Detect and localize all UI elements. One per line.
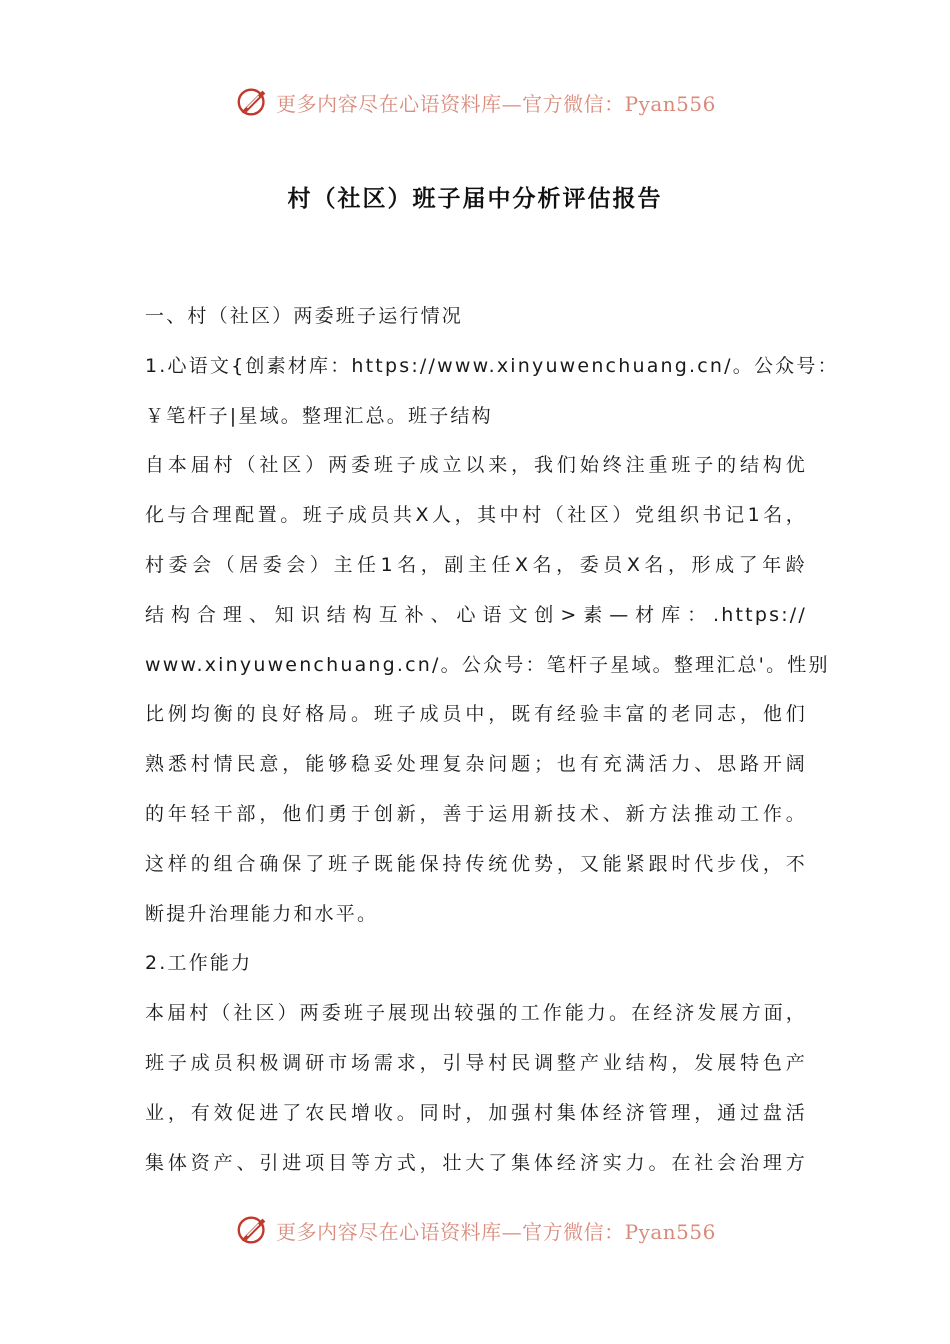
watermark-text-bottom: 更多内容尽在心语资料库—官方微信：Pyan556 xyxy=(276,1219,716,1244)
document-body xyxy=(145,292,839,1188)
watermark-text-top: 更多内容尽在心语资料库—官方微信：Pyan556 xyxy=(276,91,716,116)
paragraph-structure: 自本届村（社区）两委班子成立以来，我们始终注重班子的结构优 化与合理配置。班子成员共X人，其中村（社区）党组织书记1名， 村委会（居委会）主任1名，副主任X名，委员X名，形成了年龄 结构合理、知识结构互补、心语文创>素—材库：.https:// www.xinyuwenchuang.cn/。公众号：笔杆子星域。整理汇总'。性别 比例均衡的良好格局。班子成员中，既有经验丰富的老同志，他们 熟悉村情民意，能够稳妥处理复杂问题；也有充满活力、思路开阔 的年轻干部，他们勇于创新，善于运用新技术、新方法推动工作。 这样的组合确保了班子既能保持传统优势，又能紧跟时代步伐，不 断提升治理能力和水平。 xyxy=(145,454,830,925)
paragraph-ability: 本届村（社区）两委班子展现出较强的工作能力。在经济发展方面， 班子成员积极调研市场需求，引导村民调整产业结构，发展特色产 业，有效促进了农民增收。同时，加强村集体经济管理，通过盘活 集体资产、引进项目等方式，壮大了集体经济实力。在社会治理方 xyxy=(145,1002,807,1174)
watermark-banner-bottom xyxy=(0,1210,950,1250)
watermark-banner-top xyxy=(0,82,950,122)
section-heading: 一、村（社区）两委班子运行情况 xyxy=(145,305,464,327)
pen-logo-icon xyxy=(234,83,272,121)
item-1-heading: 1.心语文{创素材库：https://www.xinyuwenchuang.cn/。公众号： ￥笔杆子|星域。整理汇总。班子结构 xyxy=(145,354,839,427)
pen-logo-icon xyxy=(234,1211,272,1249)
item-2-heading: 2.工作能力 xyxy=(145,952,253,975)
document-title: 村（社区）班子届中分析评估报告 xyxy=(287,186,663,212)
